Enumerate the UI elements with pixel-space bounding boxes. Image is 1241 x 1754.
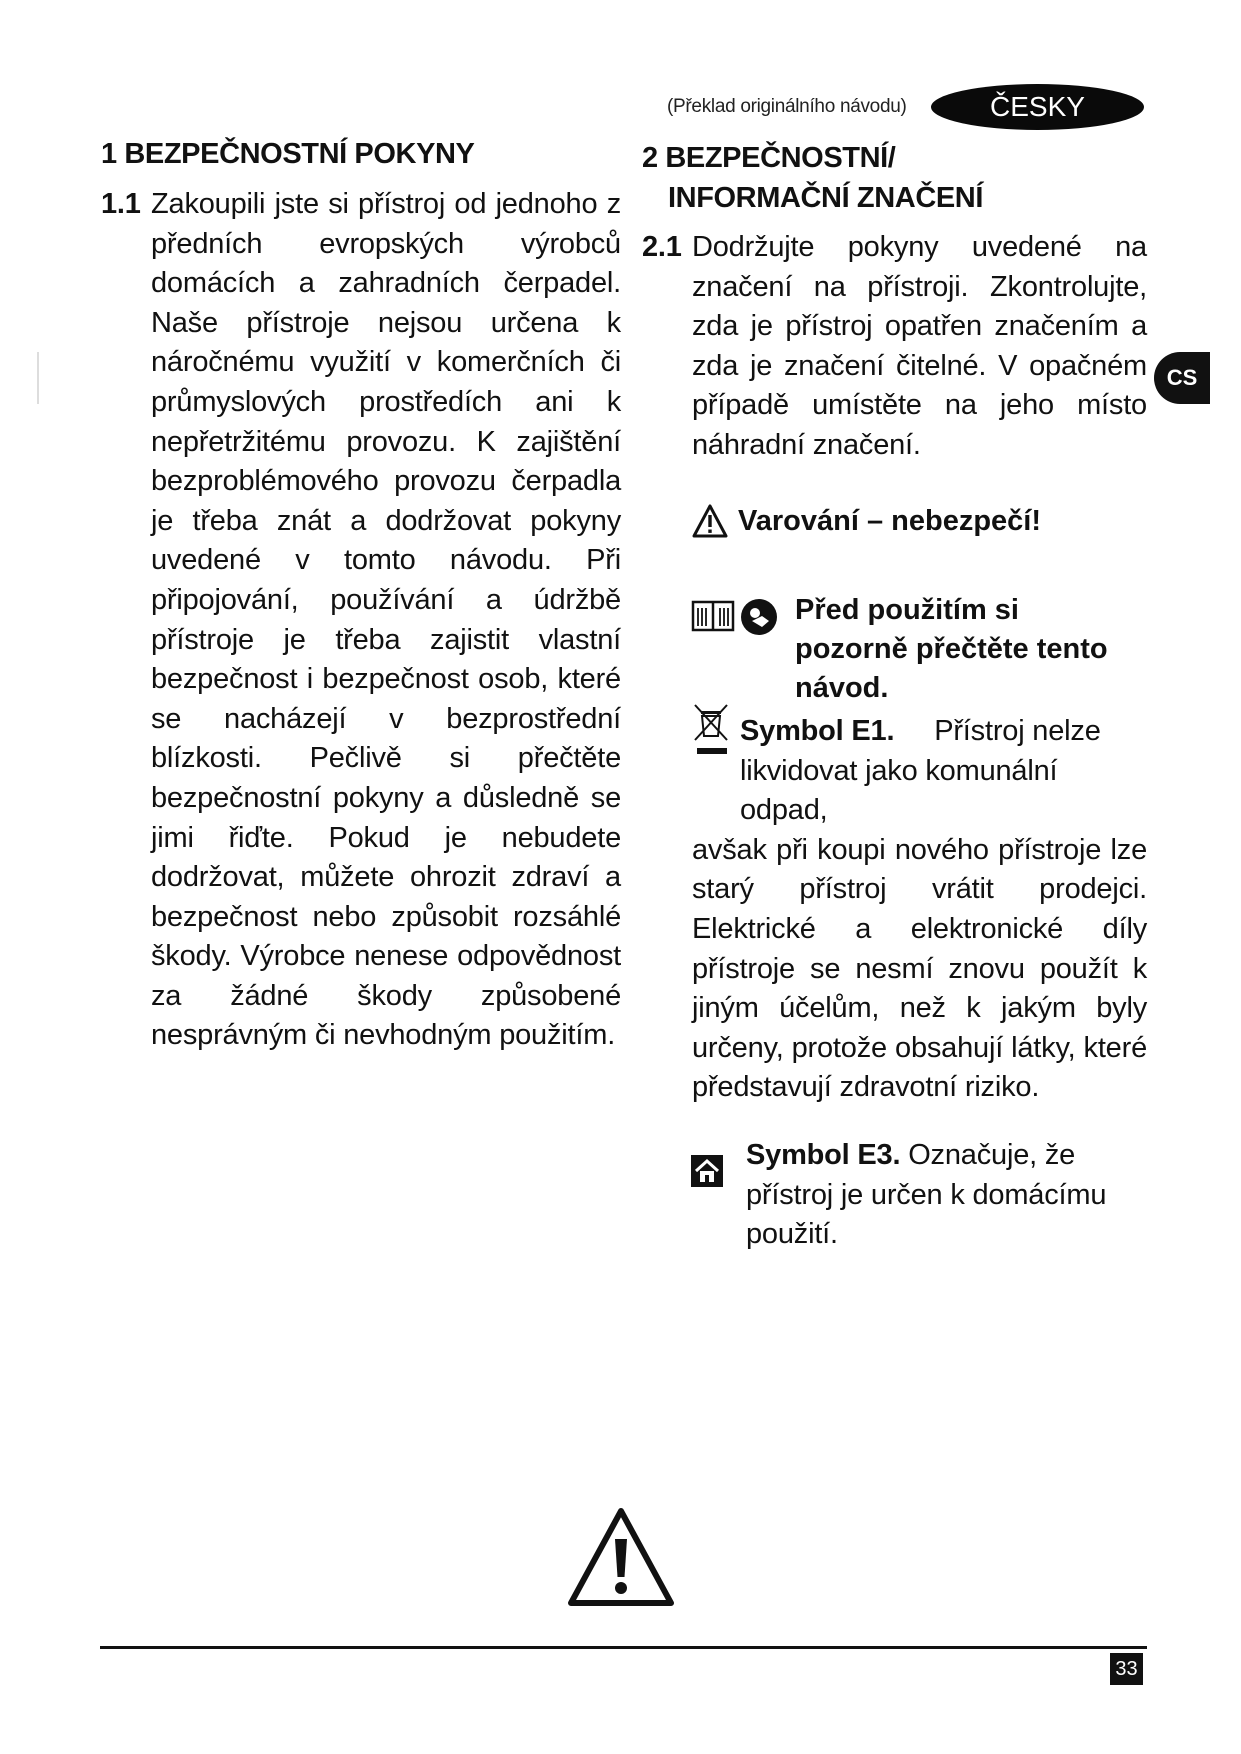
section-safety-marking [642,138,1147,466]
translation-note: (Překlad originálního návodu) [667,96,907,117]
manual-book-icon [691,599,735,633]
section-2-title [642,138,1147,218]
section-2-title-line2: INFORMAČNÍ ZNAČENÍ [668,182,984,214]
read-manual-label: Před použitím si pozorně přečtěte tento návod. [795,594,1108,704]
section-2-title-line1: 2 BEZPEČNOSTNÍ/ [642,142,896,174]
household-use-icon [690,1154,724,1188]
margin-mark [37,352,39,404]
symbol-e3-block [690,1136,1146,1255]
warning-triangle-icon [692,504,728,538]
footer-divider [100,1646,1147,1649]
read-instructions-icon [739,597,779,637]
paragraph-2-1 [642,228,1147,466]
page-number: 33 [1110,1653,1143,1685]
read-manual-notice [691,591,1135,708]
symbol-e1-text-first: Přístroj nelze likvidovat jako komunální odpad, [740,715,1101,827]
symbol-e1-text-rest: avšak při koupi nového přístroje lze starý přístroj vrátit prodejci. Elektrické a elektronické díly přístroje se nesmí znovu použít k jiným účelům, než k jakým byly určeny, protože obsahují látky, které představují zdravotní riziko. [692,833,1147,1104]
paragraph-text: Dodržujte pokyny uvedené na značení na přístroji. Zkontrolujte, zda je přístroj opatřen značením a zda je značení čitelné. V opačném případě umístěte na jeho místo náhradní značení. [692,231,1147,461]
section-1-title: 1 BEZPEČNOSTNÍ POKYNY [101,138,475,170]
symbol-e1-label: Symbol E1. [740,715,895,747]
section-safety-instructions [101,138,621,1056]
paragraph-number: 1.1 [101,188,141,220]
paragraph-1-1 [101,185,621,1056]
large-warning-triangle-icon [565,1505,677,1609]
language-badge: ČESKY [931,84,1144,130]
warning-notice [692,504,1041,538]
paragraph-text: Zakoupili jste si přístroj od jednoho z předních evropských výrobců domácích a zahradních čerpadel. Naše přístroje nejsou určena k náročnému využití v komerčních či průmyslových prostředích ani k nepřetržitému provozu. K zajištění bezproblémového provozu čerpadla je třeba znát a dodržovat pokyny uvedené v tomto návodu. Při připojování, používání a údržbě přístroje je třeba zajistit vlastní bezpečnost i bezpečnost osob, které se nacházejí v bezprostřední blízkosti. Pečlivě si přečtěte bezpečnostní pokyny a důsledně se jimi řiďte. Pokud je nebudete dodržovat, můžete ohrozit zdraví a bezpečnost nebo způsobit rozsáhlé škody. Výrobce nenese odpovědnost za žádné škody způsobené nesprávným či nevhodným použitím. [151,188,621,1052]
language-side-tab: CS [1154,352,1210,404]
warning-label: Varování – nebezpečí! [738,504,1042,537]
symbol-e3-text: Označuje, že přístroj je určen k domácímu použití. [746,1139,1107,1251]
symbol-e3-label: Symbol E3. [746,1139,901,1171]
symbol-e1-block [692,712,1147,1108]
crossed-out-bin-icon [692,702,732,758]
paragraph-number: 2.1 [642,231,682,263]
